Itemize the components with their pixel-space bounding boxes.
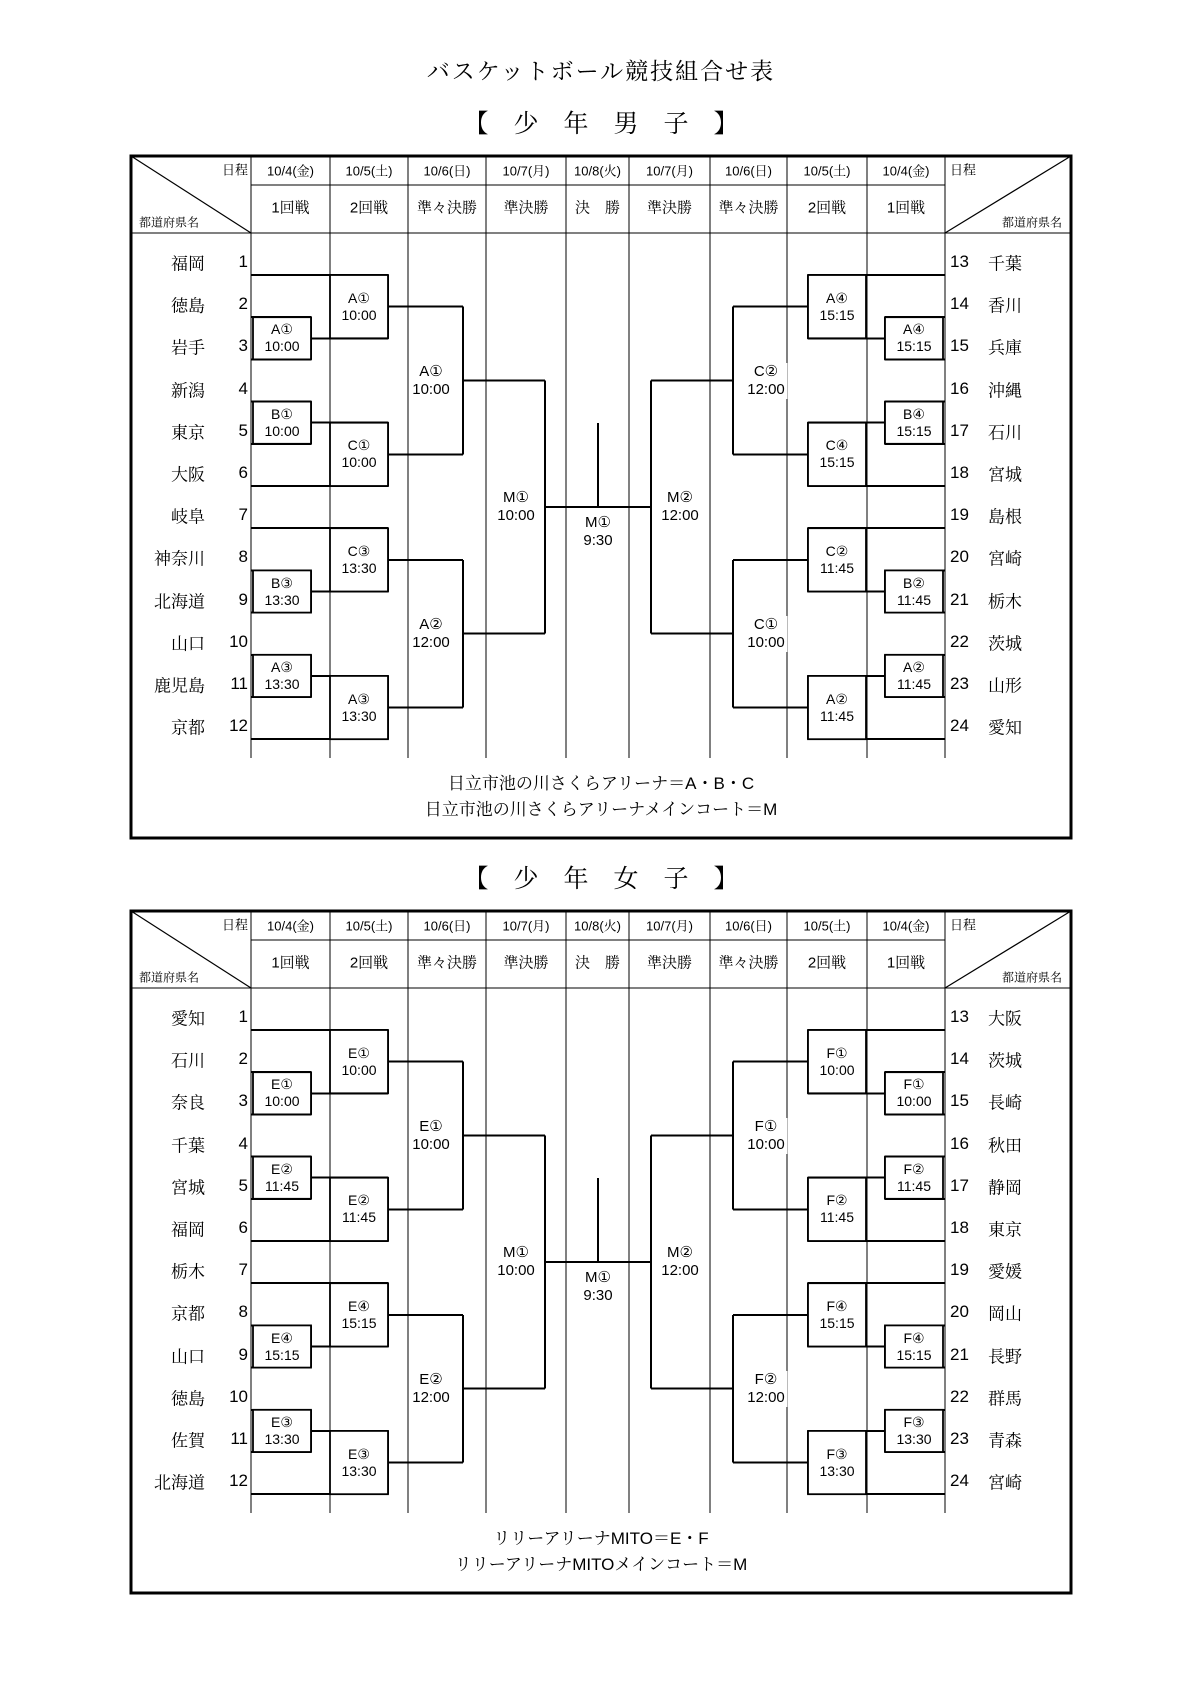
match-time: 12:00: [747, 380, 785, 398]
team-number: 20: [950, 1302, 969, 1322]
match-code: F③: [826, 1445, 848, 1462]
match-time: 15:15: [896, 422, 932, 439]
match-label: [820, 1192, 854, 1226]
match-code: M①: [585, 1269, 611, 1287]
date-cell: 10/8(火): [574, 918, 621, 934]
match-time: 10:00: [412, 1135, 450, 1153]
date-cell: 10/7(月): [502, 163, 550, 179]
venue-note: リリーアリーナMITOメインコート＝M: [454, 1555, 748, 1574]
team-name: 石川: [171, 1051, 205, 1071]
match-label: [896, 406, 931, 440]
match-label: [341, 543, 376, 577]
match-label: [264, 1414, 299, 1448]
bracket-title-girls: 【 少 年 女 子 】: [463, 865, 739, 893]
match-time: 13:30: [264, 591, 300, 608]
match-time: 15:15: [896, 1346, 932, 1363]
team-name: 宮城: [988, 465, 1022, 485]
team-name: 北海道: [154, 592, 205, 612]
match-code: F②: [826, 1192, 848, 1209]
match-label: [264, 659, 299, 693]
team-name: 佐賀: [171, 1431, 205, 1451]
schedule-label: 日程: [950, 917, 977, 933]
match-label: [745, 616, 787, 652]
match-label: [410, 1371, 452, 1407]
team-name: 愛知: [171, 1009, 205, 1029]
match-code: A①: [348, 289, 370, 306]
team-name: 茨城: [988, 1051, 1022, 1071]
match-label: [495, 489, 537, 525]
bracket-table-border: [131, 911, 1071, 1593]
match-code: E③: [271, 1413, 293, 1430]
team-number: 13: [950, 1007, 969, 1026]
match-label: [896, 321, 931, 355]
team-name: 栃木: [988, 592, 1022, 612]
date-cell: 10/6(日): [423, 918, 471, 934]
team-number: 1: [238, 252, 248, 271]
match-label: [410, 616, 452, 652]
match-code: M②: [667, 489, 693, 507]
match-time: 10:00: [341, 454, 377, 471]
team-name: 宮崎: [988, 549, 1022, 569]
match-label: [819, 290, 854, 324]
team-number: 1: [238, 1007, 248, 1026]
team-number: 18: [950, 463, 969, 482]
match-label: [581, 514, 614, 550]
date-cell: 10/7(月): [646, 163, 693, 179]
round-cell: 決 勝: [574, 954, 621, 972]
match-time: 15:15: [819, 1314, 855, 1331]
match-label: [896, 1414, 931, 1448]
team-name: 栃木: [171, 1262, 205, 1282]
team-number: 5: [238, 1175, 248, 1195]
team-number: 8: [238, 547, 248, 567]
team-number: 6: [238, 1218, 248, 1237]
match-time: 10:00: [747, 1135, 785, 1153]
round-cell: 1回戦: [886, 954, 926, 972]
match-time: 10:00: [819, 1061, 855, 1078]
team-name: 兵庫: [988, 338, 1022, 358]
team-number: 4: [238, 1133, 248, 1153]
match-code: C②: [825, 542, 849, 559]
match-label: [897, 575, 931, 609]
venue-note: リリーアリーナMITO＝E・F: [493, 1529, 709, 1548]
team-name: 愛媛: [988, 1262, 1022, 1282]
match-code: C①: [347, 437, 371, 454]
team-number: 7: [238, 505, 248, 525]
team-name: 群馬: [988, 1389, 1022, 1409]
team-number: 22: [950, 1386, 969, 1406]
team-number: 16: [950, 1133, 969, 1153]
team-number: 18: [950, 1218, 969, 1237]
match-code: M①: [503, 489, 529, 507]
team-number: 8: [238, 1302, 248, 1322]
date-cell: 10/5(土): [803, 918, 851, 934]
match-time: 12:00: [661, 1262, 699, 1280]
team-name: 徳島: [171, 296, 205, 316]
match-label: [264, 406, 299, 440]
match-label: [659, 489, 701, 525]
team-name: 静岡: [988, 1178, 1022, 1198]
round-cell: 準決勝: [503, 199, 549, 217]
team-name: 鹿児島: [154, 676, 205, 696]
match-code: A④: [826, 289, 848, 306]
match-label: [659, 1244, 701, 1280]
match-code: E④: [348, 1297, 370, 1314]
match-label: [410, 363, 452, 399]
match-time: 13:30: [341, 559, 377, 576]
team-number: 24: [950, 1471, 969, 1491]
match-time: 12:00: [747, 1388, 785, 1406]
team-number: 14: [950, 294, 969, 314]
match-label: [341, 437, 376, 471]
match-label: [745, 1118, 787, 1154]
team-number: 3: [238, 1091, 248, 1111]
team-name: 宮崎: [988, 1473, 1022, 1493]
date-cell: 10/5(土): [803, 163, 851, 179]
match-time: 15:15: [896, 338, 932, 355]
match-label: [819, 437, 854, 471]
prefecture-header-label: 都道府県名: [1001, 970, 1062, 985]
match-time: 10:00: [341, 1061, 377, 1078]
team-name: 山形: [988, 676, 1022, 696]
match-time: 10:00: [264, 1093, 300, 1110]
team-number: 20: [950, 547, 969, 567]
match-label: [897, 1161, 931, 1195]
match-code: E①: [271, 1076, 293, 1093]
match-code: B④: [903, 405, 925, 422]
team-name: 秋田: [988, 1136, 1022, 1156]
team-number: 15: [950, 336, 969, 356]
match-code: A②: [903, 658, 925, 675]
team-name: 山口: [171, 634, 205, 654]
team-number: 3: [238, 336, 248, 356]
team-number: 2: [238, 1049, 248, 1069]
date-cell: 10/6(日): [423, 163, 471, 179]
match-code: E②: [348, 1192, 370, 1209]
team-number: 14: [950, 1049, 969, 1069]
team-name: 東京: [988, 1220, 1022, 1240]
match-label: [896, 1076, 931, 1110]
match-code: C③: [347, 542, 371, 559]
match-code: A②: [419, 615, 443, 633]
team-number: 10: [229, 1386, 248, 1406]
match-label: [819, 1446, 854, 1480]
match-code: C①: [753, 615, 779, 633]
match-time: 13:30: [819, 1462, 855, 1479]
match-code: F③: [903, 1413, 925, 1430]
team-name: 沖縄: [988, 381, 1022, 401]
team-name: 長崎: [988, 1093, 1022, 1113]
match-code: E③: [348, 1445, 370, 1462]
round-cell: 1回戦: [271, 199, 310, 217]
round-cell: 2回戦: [807, 954, 847, 972]
prefecture-header-label: 都道府県名: [139, 215, 200, 230]
team-name: 石川: [988, 423, 1022, 443]
round-cell: 準決勝: [503, 954, 549, 972]
team-number: 21: [950, 589, 969, 609]
team-number: 9: [238, 1344, 248, 1364]
team-name: 千葉: [988, 254, 1022, 274]
team-name: 大阪: [988, 1009, 1022, 1029]
match-code: A③: [271, 658, 293, 675]
match-label: [265, 1161, 299, 1195]
team-name: 東京: [171, 423, 205, 443]
team-number: 19: [950, 1260, 969, 1280]
match-label: [896, 1330, 931, 1364]
match-code: A②: [826, 690, 848, 707]
match-time: 9:30: [583, 1287, 613, 1305]
team-number: 13: [950, 252, 969, 271]
team-number: 4: [238, 378, 248, 398]
date-cell: 10/6(日): [725, 163, 772, 179]
team-name: 京都: [171, 718, 205, 738]
match-label: [342, 1192, 376, 1226]
team-name: 千葉: [171, 1136, 205, 1156]
match-code: M①: [585, 514, 611, 532]
match-label: [745, 363, 787, 399]
team-name: 山口: [171, 1347, 205, 1367]
match-time: 13:30: [341, 707, 377, 724]
match-time: 10:00: [341, 306, 377, 323]
team-number: 23: [950, 674, 969, 693]
match-label: [820, 543, 854, 577]
team-number: 5: [238, 420, 248, 440]
team-name: 京都: [171, 1304, 205, 1324]
match-time: 13:30: [896, 1430, 932, 1447]
match-label: [264, 575, 299, 609]
team-number: 7: [238, 1260, 248, 1280]
round-cell: 準々決勝: [718, 954, 779, 972]
match-code: E①: [419, 1117, 443, 1135]
match-code: F①: [826, 1044, 848, 1061]
match-time: 11:45: [342, 1209, 376, 1226]
match-code: F①: [903, 1076, 925, 1093]
match-code: F②: [903, 1160, 925, 1177]
match-code: M②: [667, 1244, 693, 1262]
venue-note: 日立市池の川さくらアリーナメインコート＝M: [424, 800, 778, 819]
team-number: 12: [229, 716, 248, 736]
match-code: C②: [753, 362, 779, 380]
match-label: [341, 1045, 376, 1079]
round-cell: 1回戦: [271, 954, 310, 972]
match-code: F④: [826, 1297, 848, 1314]
team-number: 6: [238, 463, 248, 482]
match-time: 15:15: [264, 1346, 300, 1363]
team-name: 宮城: [171, 1178, 205, 1198]
match-time: 15:15: [819, 454, 855, 471]
match-label: [820, 691, 854, 725]
match-label: [264, 1330, 299, 1364]
match-time: 10:00: [896, 1093, 932, 1110]
match-time: 10:00: [264, 338, 300, 355]
match-code: C④: [825, 437, 849, 454]
match-code: A①: [419, 362, 443, 380]
date-cell: 10/7(月): [502, 918, 550, 934]
match-code: B②: [903, 574, 925, 591]
match-time: 11:45: [820, 1209, 854, 1226]
round-cell: 準決勝: [646, 199, 693, 217]
round-cell: 2回戦: [349, 954, 389, 972]
match-label: [819, 1298, 854, 1332]
match-label: [581, 1269, 614, 1305]
page-title: バスケットボール競技組合せ表: [426, 58, 776, 84]
team-name: 茨城: [988, 634, 1022, 654]
schedule-label: 日程: [221, 917, 248, 933]
match-code: B①: [271, 405, 293, 422]
team-number: 23: [950, 1429, 969, 1448]
team-name: 福岡: [171, 254, 205, 274]
team-number: 11: [230, 1429, 248, 1448]
match-label: [495, 1244, 537, 1280]
date-cell: 10/6(日): [725, 918, 772, 934]
date-cell: 10/4(金): [267, 163, 314, 179]
team-number: 19: [950, 505, 969, 525]
match-time: 15:15: [819, 306, 855, 323]
match-label: [897, 659, 931, 693]
match-time: 15:15: [341, 1314, 377, 1331]
match-code: B③: [271, 574, 293, 591]
team-name: 福岡: [171, 1220, 205, 1240]
round-cell: 準々決勝: [718, 199, 779, 217]
match-code: F①: [754, 1117, 778, 1135]
team-name: 徳島: [171, 1389, 205, 1409]
venue-note: 日立市池の川さくらアリーナ＝A・B・C: [447, 774, 755, 793]
round-cell: 2回戦: [807, 199, 847, 217]
match-time: 10:00: [497, 507, 535, 525]
team-name: 奈良: [171, 1093, 205, 1113]
date-cell: 10/7(月): [646, 918, 693, 934]
team-number: 16: [950, 378, 969, 398]
date-cell: 10/5(土): [345, 918, 393, 934]
team-name: 新潟: [171, 381, 205, 401]
team-number: 17: [950, 1175, 969, 1195]
team-name: 岩手: [171, 338, 205, 358]
round-cell: 1回戦: [886, 199, 926, 217]
team-number: 21: [950, 1344, 969, 1364]
team-number: 12: [229, 1471, 248, 1491]
match-time: 13:30: [264, 1430, 300, 1447]
match-time: 12:00: [412, 633, 450, 651]
round-cell: 2回戦: [349, 199, 389, 217]
prefecture-header-label: 都道府県名: [139, 970, 200, 985]
date-cell: 10/5(土): [345, 163, 393, 179]
match-time: 11:45: [820, 559, 854, 576]
match-time: 10:00: [412, 380, 450, 398]
team-number: 11: [230, 674, 248, 693]
match-time: 11:45: [265, 1177, 299, 1194]
team-name: 岐阜: [171, 507, 205, 527]
match-time: 10:00: [264, 422, 300, 439]
match-code: A①: [271, 321, 293, 338]
match-time: 10:00: [497, 1262, 535, 1280]
team-name: 北海道: [154, 1473, 205, 1493]
team-name: 香川: [988, 296, 1022, 316]
team-name: 岡山: [988, 1304, 1022, 1324]
match-time: 11:45: [897, 1177, 931, 1194]
match-label: [341, 1446, 376, 1480]
team-number: 24: [950, 716, 969, 736]
round-cell: 決 勝: [574, 199, 621, 217]
match-code: E④: [271, 1329, 293, 1346]
match-time: 13:30: [264, 675, 300, 692]
round-cell: 準々決勝: [416, 199, 478, 217]
team-name: 大阪: [171, 465, 205, 485]
match-code: E①: [348, 1044, 370, 1061]
team-name: 愛知: [988, 718, 1022, 738]
match-code: A④: [903, 321, 925, 338]
match-label: [745, 1371, 787, 1407]
team-number: 9: [238, 589, 248, 609]
match-time: 9:30: [583, 532, 613, 550]
match-time: 13:30: [341, 1462, 377, 1479]
match-label: [264, 321, 299, 355]
match-time: 11:45: [897, 591, 931, 608]
date-cell: 10/4(金): [267, 918, 314, 934]
round-cell: 準決勝: [646, 954, 693, 972]
team-number: 17: [950, 420, 969, 440]
match-code: F②: [754, 1370, 778, 1388]
date-cell: 10/4(金): [882, 163, 930, 179]
match-label: [410, 1118, 452, 1154]
prefecture-header-label: 都道府県名: [1001, 215, 1062, 230]
team-number: 22: [950, 631, 969, 651]
match-code: E②: [271, 1160, 293, 1177]
team-name: 青森: [988, 1431, 1022, 1451]
match-time: 11:45: [820, 707, 854, 724]
match-label: [341, 290, 376, 324]
match-time: 10:00: [747, 633, 785, 651]
bracket-table-border: [131, 156, 1071, 838]
match-label: [341, 691, 376, 725]
match-time: 12:00: [412, 1388, 450, 1406]
match-code: M①: [503, 1244, 529, 1262]
round-cell: 準々決勝: [416, 954, 478, 972]
team-number: 15: [950, 1091, 969, 1111]
team-name: 神奈川: [154, 549, 205, 569]
date-cell: 10/8(火): [574, 163, 621, 179]
match-label: [264, 1076, 299, 1110]
team-number: 2: [238, 294, 248, 314]
match-label: [341, 1298, 376, 1332]
match-time: 11:45: [897, 675, 931, 692]
match-code: E②: [419, 1370, 443, 1388]
schedule-label: 日程: [221, 162, 248, 178]
team-name: 島根: [988, 507, 1022, 527]
team-number: 10: [229, 631, 248, 651]
schedule-label: 日程: [950, 162, 977, 178]
bracket-title-boys: 【 少 年 男 子 】: [463, 110, 739, 138]
match-time: 12:00: [661, 507, 699, 525]
match-code: A③: [348, 690, 370, 707]
team-name: 長野: [988, 1347, 1022, 1367]
match-code: F④: [903, 1329, 925, 1346]
date-cell: 10/4(金): [882, 918, 930, 934]
match-label: [819, 1045, 854, 1079]
